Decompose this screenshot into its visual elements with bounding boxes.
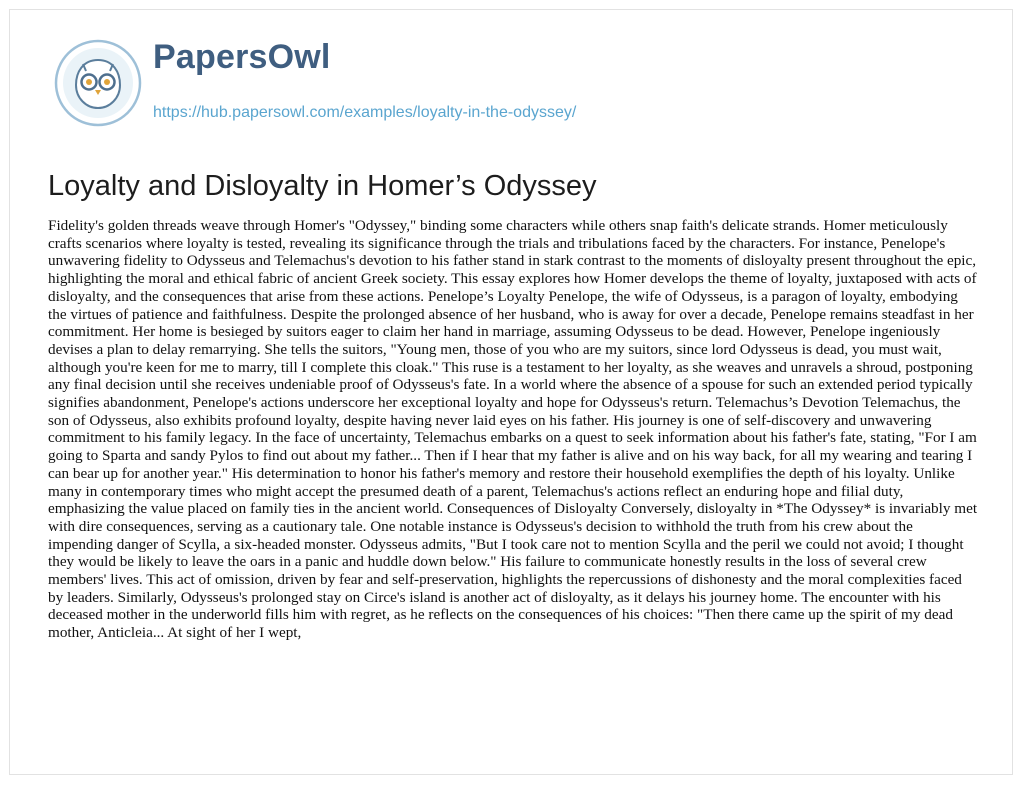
article-title: Loyalty and Disloyalty in Homer’s Odyssey <box>48 170 597 202</box>
site-header <box>53 38 953 138</box>
owl-logo-icon <box>53 38 143 128</box>
article-body: Fidelity's golden threads weave through Homer's "Odyssey," binding some characters while others snap faith's delicate strands. Homer meticulously crafts scenarios where loyalty is tested, revealing its significance through the trials and tribulations faced by the characters. For instance, Penelope's unwavering fidelity to Odysseus and Telemachus's devotion to his father stand in stark contrast to the moments of disloyalty present throughout the epic, highlighting the moral and ethical fabric of ancient Greek society. This essay explores how Homer develops the theme of loyalty, juxtaposed with acts of disloyalty, and the consequences that arise from these actions. Penelope’s Loyalty Penelope, the wife of Odysseus, is a paragon of loyalty, embodying the virtues of patience and faithfulness. Despite the prolonged absence of her husband, who is away for over a decade, Penelope remains steadfast in her commitment. Her home is besieged by suitors eager to claim her hand in marriage, assuming Odysseus to be dead. However, Penelope ingeniously devises a plan to delay remarrying. She tells the suitors, "Young men, those of you who are my suitors, since lord Odysseus is dead, you must wait, although you're keen for me to marry, till I complete this cloak." This ruse is a testament to her loyalty, as she weaves and unravels a shroud, postponing any final decision until she receives undeniable proof of Odysseus's fate. In a world where the absence of a spouse for such an extended period typically signifies abandonment, Penelope's actions underscore her exceptional loyalty and hope for Odysseus's return. Telemachus’s Devotion Telemachus, the son of Odysseus, also exhibits profound loyalty, despite having never laid eyes on his father. His journey is one of self-discovery and unwavering commitment to his family legacy. In the face of uncertainty, Telemachus embarks on a quest to seek information about his father's fate, stating, "For I am going to Sparta and sandy Pylos to find out about my father... Then if I hear that my father is alive and on his way back, for all my wearing and tearing I can bear up for another year." His determination to honor his father's memory and restore their household exemplifies the depth of his loyalty. Unlike many in contemporary times who might accept the presumed death of a parent, Telemachus's actions reflect an enduring hope and filial duty, emphasizing the value placed on family ties in the ancient world. Consequences of Disloyalty Conversely, disloyalty in *The Odyssey* is invariably met with dire consequences, serving as a cautionary tale. One notable instance is Odysseus's decision to withhold the truth from his crew about the impending danger of Scylla, a six-headed monster. Odysseus admits, "But I took care not to mention Scylla and the peril we could not avoid; I thought they would be likely to leave the oars in a panic and huddle down below." His failure to communicate honestly results in the loss of several crew members' lives. This act of omission, driven by fear and self-preservation, highlights the repercussions of dishonesty and the moral complexities faced by leaders. Similarly, Odysseus's prolonged stay on Circe's island is another act of disloyalty, as it delays his journey home. The encounter with his deceased mother in the underworld fills him with regret, as he reflects on the consequences of his choices: "Then there came up the spirit of my dead mother, Anticleia... At sight of her I wept, <box>48 217 978 642</box>
site-brand: PapersOwl <box>153 38 331 76</box>
source-url-link[interactable]: https://hub.papersowl.com/examples/loyalty-in-the-odyssey/ <box>153 104 577 121</box>
